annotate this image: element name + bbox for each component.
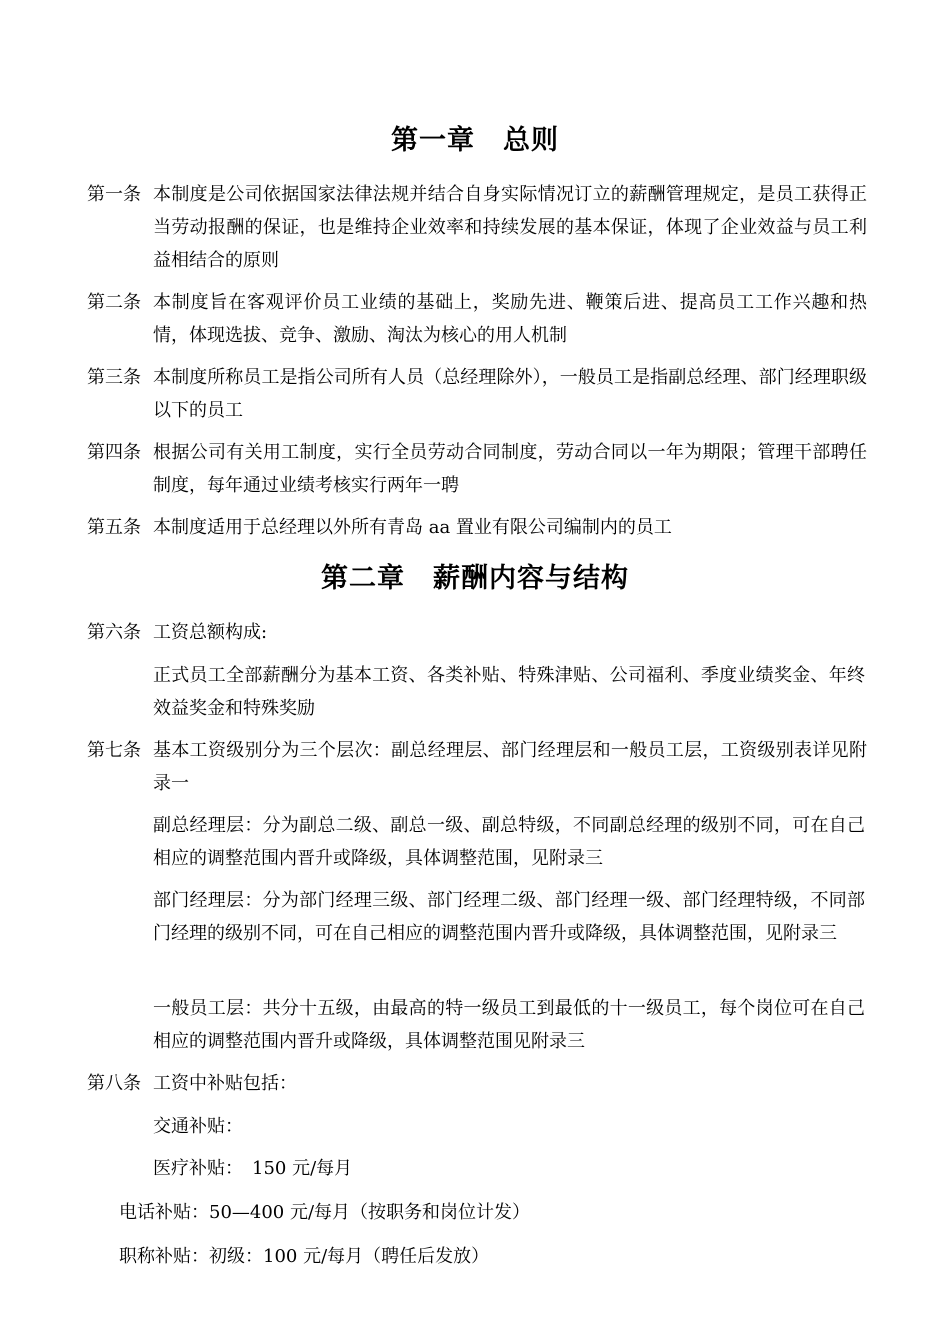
article-2-number: 第二条 [87,292,141,313]
article-7-text: 基本工资级别分为三个层次：副总经理层、部门经理层和一般员工层，工资级别表详见附录一 [153,740,867,794]
article-5-number: 第五条 [87,517,141,538]
article-3-number: 第三条 [87,367,141,388]
article-5 [87,511,867,544]
article-1-text: 本制度是公司依据国家法律法规并结合自身实际情况订立的薪酬管理规定，是员工获得正当劳动报酬的保证，也是维持企业效率和持续发展的基本保证，体现了企业效益与员工利益相结合的原则 [153,184,867,271]
phone-allowance: 电话补贴：50—400 元/每月（按职务和岗位计发） [119,1202,531,1223]
article-6-text: 工资总额构成: [153,622,268,643]
article-4-text: 根据公司有关用工制度，实行全员劳动合同制度，劳动合同以一年为期限；管理干部聘任制度，每年通过业绩考核实行两年一聘 [153,442,867,496]
article-8 [87,1067,867,1100]
article-4 [87,436,867,502]
article-7 [87,734,867,800]
article-6-paragraph: 正式员工全部薪酬分为基本工资、各类补贴、特殊津贴、公司福利、季度业绩奖金、年终效益奖金和特殊奖励 [153,665,865,719]
title-allowance: 职称补贴：初级：100 元/每月（聘任后发放） [119,1246,490,1267]
article-2-text: 本制度旨在客观评价员工业绩的基础上，奖励先进、鞭策后进、提高员工工作兴趣和热情，体现选拔、竞争、激励、淘汰为核心的用人机制 [153,292,867,346]
article-7-vp-level: 副总经理层：分为副总二级、副总一级、副总特级，不同副总经理的级别不同，可在自己相应的调整范围内晋升或降级，具体调整范围，见附录三 [153,815,865,869]
article-6-number: 第六条 [87,622,141,643]
article-3-text: 本制度所称员工是指公司所有人员（总经理除外），一般员工是指副总经理、部门经理职级以下的员工 [153,367,867,421]
article-3 [87,361,867,427]
article-1-number: 第一条 [87,184,141,205]
article-7-number: 第七条 [87,740,141,761]
traffic-allowance: 交通补贴： [153,1116,243,1137]
article-7-staff-level: 一般员工层：共分十五级，由最高的特一级员工到最低的十一级员工，每个岗位可在自己相应的调整范围内晋升或降级，具体调整范围见附录三 [153,998,865,1052]
chapter-1-title: 第一章 总则 [391,125,559,156]
article-7-manager-level: 部门经理层：分为部门经理三级、部门经理二级、部门经理一级、部门经理特级，不同部门经理的级别不同，可在自己相应的调整范围内晋升或降级，具体调整范围，见附录三 [153,890,865,944]
article-8-text: 工资中补贴包括： [153,1073,297,1094]
article-1 [87,178,867,277]
article-5-text: 本制度适用于总经理以外所有青岛 aa 置业有限公司编制内的员工 [153,517,672,538]
article-4-number: 第四条 [87,442,141,463]
chapter-2-title: 第二章 薪酬内容与结构 [321,563,629,594]
article-2 [87,286,867,352]
medical-allowance: 医疗补贴： 150 元/每月 [153,1158,353,1179]
article-8-number: 第八条 [87,1073,141,1094]
article-6 [87,616,867,649]
